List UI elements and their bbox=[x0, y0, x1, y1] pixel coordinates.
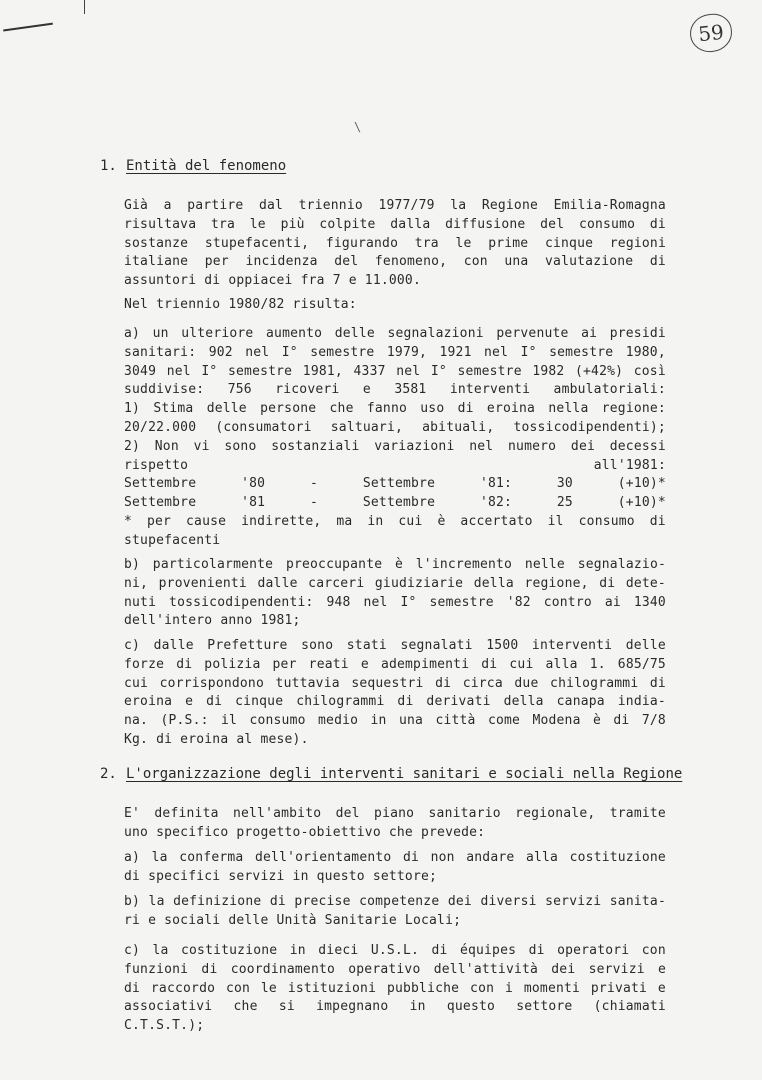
text-line: 1) Stima delle persone che fanno uso di eroina nella regione: bbox=[124, 401, 666, 417]
text-line: b) particolarmente preoccupante è l'incremento nelle segnalazio- bbox=[124, 557, 666, 572]
text-line: 20/22.000 (consumatori saltuari, abituali, tossicodipendenti); bbox=[124, 419, 666, 435]
text-line: 3049 nel I° semestre 1981, 4337 nel I° semestre 1982 (+42%) così bbox=[124, 363, 666, 379]
text-line: forze di polizia per reati e adempimenti di cui alla 1. 685/75 bbox=[124, 656, 666, 672]
text-line: uno specifico progetto-obiettivo che prevede: bbox=[124, 824, 486, 840]
section-2-heading bbox=[100, 766, 682, 782]
paragraph bbox=[124, 942, 666, 1036]
text-line: Settembre '80 - Settembre '81: 30 (+10)* bbox=[124, 476, 666, 492]
text-line: associativi che si impegnano in questo settore (chiamati bbox=[124, 999, 666, 1015]
paragraph bbox=[124, 296, 666, 315]
text-line: a) un ulteriore aumento delle segnalazioni pervenute ai presidi bbox=[124, 326, 666, 341]
stray-mark: \ bbox=[354, 120, 362, 134]
text-line: assuntori di oppiacei fra 7 e 11.000. bbox=[124, 273, 421, 289]
pen-mark bbox=[3, 23, 55, 46]
section-title: L'organizzazione degli interventi sanitari e sociali nella Regione bbox=[126, 766, 683, 782]
text-line: c) dalle Prefetture sono stati segnalati 1500 interventi delle bbox=[124, 638, 666, 653]
text-line: eroina e di cinque chilogrammi di derivati della canapa india- bbox=[124, 694, 666, 710]
paragraph bbox=[124, 325, 666, 551]
section-title: Entità del fenomeno bbox=[126, 158, 287, 174]
text-line: 2) Non vi sono sostanziali variazioni nel numero dei decessi bbox=[124, 438, 666, 454]
text-line: di raccordo con le istituzioni pubbliche con i momenti privati e bbox=[124, 980, 666, 996]
text-line: di specifici servizi in questo settore; bbox=[124, 868, 438, 884]
text-line: cui corrispondono tuttavia sequestri di circa due chilogrammi di bbox=[124, 675, 666, 691]
text-line: C.T.S.T.); bbox=[124, 1018, 205, 1034]
section-number: 2. bbox=[100, 766, 117, 782]
text-line: dell'intero anno 1981; bbox=[124, 613, 301, 629]
text-line: c) la costituzione in dieci U.S.L. di équipes di operatori con bbox=[124, 943, 666, 958]
page-number: 59 bbox=[688, 12, 734, 54]
paragraph bbox=[124, 637, 666, 750]
text-line: stupefacenti bbox=[124, 532, 221, 548]
text-line: nuti tossicodipendenti: 948 nel I° semestre '82 contro ai 1340 bbox=[124, 594, 666, 610]
text-line: Settembre '81 - Settembre '82: 25 (+10)* bbox=[124, 495, 666, 511]
text-line: italiane per incidenza del fenomeno, con una valutazione di bbox=[124, 254, 666, 270]
paragraph bbox=[124, 556, 666, 631]
section-number: 1. bbox=[100, 158, 117, 174]
section-1-heading bbox=[100, 158, 286, 174]
paragraph bbox=[124, 893, 666, 931]
text-line: E' definita nell'ambito del piano sanitario regionale, tramite bbox=[124, 806, 666, 821]
text-line: suddivise: 756 ricoveri e 3581 interventi ambulatoriali: bbox=[124, 382, 666, 398]
pen-mark bbox=[84, 0, 85, 14]
text-line: risultava tra le più colpite dalla diffusione del consumo di bbox=[124, 216, 666, 232]
text-line: funzioni di coordinamento operativo dell'attività dei servizi e bbox=[124, 961, 666, 977]
text-line: Nel triennio 1980/82 risulta: bbox=[124, 297, 357, 312]
paragraph bbox=[124, 197, 666, 291]
text-line: Kg. di eroina al mese). bbox=[124, 731, 309, 747]
text-line: * per cause indirette, ma in cui è accertato il consumo di bbox=[124, 513, 666, 529]
text-line: ni, provenienti dalle carceri giudiziarie della regione, di dete- bbox=[124, 575, 666, 591]
text-line: sanitari: 902 nel I° semestre 1979, 1921 nel I° semestre 1980, bbox=[124, 344, 666, 360]
text-line: ri e sociali delle Unità Sanitarie Locali; bbox=[124, 912, 462, 928]
paragraph bbox=[124, 805, 666, 843]
text-line: na. (P.S.: il consumo medio in una città come Modena è di 7/8 bbox=[124, 713, 666, 729]
text-line: rispetto all'1981: bbox=[124, 457, 666, 473]
text-line: Già a partire dal triennio 1977/79 la Regione Emilia-Romagna bbox=[124, 198, 666, 213]
paragraph bbox=[124, 849, 666, 887]
text-line: a) la conferma dell'orientamento di non andare alla costituzione bbox=[124, 850, 666, 865]
text-line: b) la definizione di precise competenze dei diversi servizi sanita- bbox=[124, 894, 666, 909]
text-line: sostanze stupefacenti, figurando tra le prime cinque regioni bbox=[124, 235, 666, 251]
